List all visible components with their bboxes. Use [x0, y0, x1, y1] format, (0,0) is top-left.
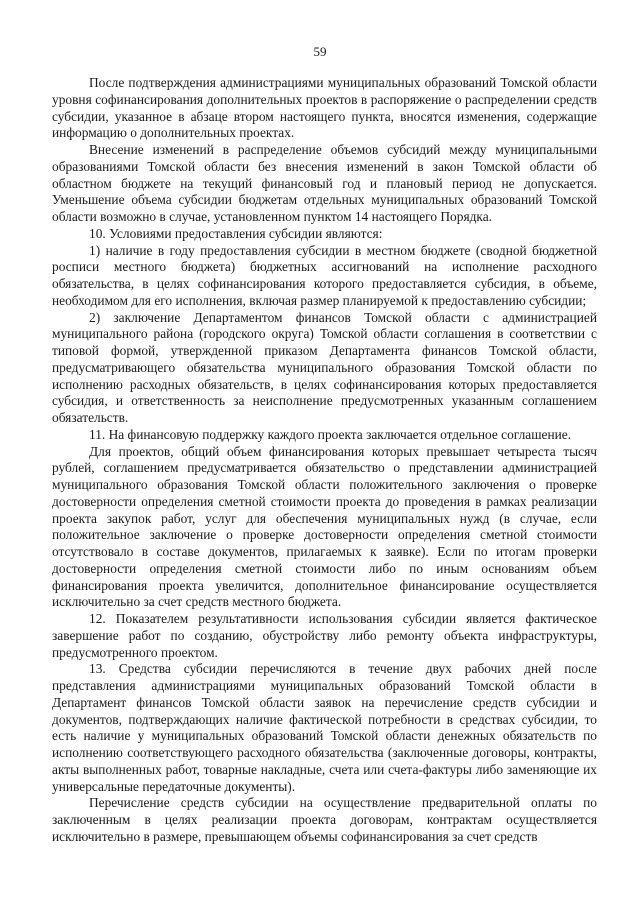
document-body	[52, 75, 597, 846]
paragraph: 10. Условиями предоставления субсидии являются:	[89, 225, 383, 241]
page-number: 59	[313, 44, 327, 59]
paragraph: Перечисление средств субсидии на осуществление предварительной оплаты по заключенным в целях реализации проекта договорам, контрактам осуществляется исключительно в размере, превышающем объемы софинансирования за счет средств	[52, 795, 597, 844]
paragraph: 12. Показателем результативности использования субсидии является фактическое завершение работ по созданию, обустройству либо ремонту объекта инфраструктуры, предусмотренного проектом.	[52, 611, 597, 660]
paragraph: 1) наличие в году предоставления субсидии в местном бюджете (сводной бюджетной росписи местного бюджета) бюджетных ассигнований на исполнение расходного обязательства, в целях софинансирования которого предоставляется субсидия, в объеме, необходимом для его исполнения, включая размер планируемой к предоставлению субсидии;	[52, 242, 597, 308]
paragraph: 2) заключение Департаментом финансов Томской области с администрацией муниципального района (городского округа) Томской области соглашения в соответствии с типовой формой, утвержденной приказом Департамента финансов Томской области, предусматривающего обязательства муниципального образования Томской области по исполнению расходных обязательств, в целях софинансирования которых предоставляется субсидия, и ответственность за неисполнение предусмотренных указанным соглашением обязательств.	[52, 309, 597, 425]
paragraph: 13. Средства субсидии перечисляются в течение двух рабочих дней после представления администрациями муниципальных образований Томской области в Департамент финансов Томской области заявок на перечисление средств субсидии и документов, подтверждающих наличие фактической потребности в средствах субсидии, то есть наличие у муниципальных образований Томской области денежных обязательств по исполнению соответствующего расходного обязательства (заключенные договоры, контракты, акты выполненных работ, товарные накладные, счета или счета-фактуры либо заменяющие их универсальные передаточные документы).	[52, 661, 597, 794]
paragraph: 11. На финансовую поддержку каждого проекта заключается отдельное соглашение.	[89, 426, 572, 442]
paragraph: Для проектов, общий объем финансирования которых превышает четыреста тысяч рублей, соглашением предусматривается обязательство о представлении администрацией муниципального образования Томской области положительного заключения о проверке достоверности определения сметной стоимости проекта до проведения в рамках реализации проекта закупок работ, услуг для обеспечения муниципальных нужд (в случае, если положительное заключение о проверке достоверности определения сметной стоимости отсутствовало в составе документов, прилагаемых к заявке). Если по итогам проверки достоверности определения сметной стоимости либо по иным основаниям объем финансирования проекта увеличится, дополнительное финансирование осуществляется исключительно за счет средств местного бюджета.	[52, 443, 597, 610]
paragraph: Внесение изменений в распределение объемов субсидий между муниципальными образованиями Томской области без внесения изменений в закон Томской области об областном бюджете на текущий финансовый год и плановый период не допускается. Уменьшение объема субсидии бюджетам отдельных муниципальных образований Томской области возможно в случае, установленном пунктом 14 настоящего Порядка.	[52, 142, 597, 224]
paragraph: После подтверждения администрациями муниципальных образований Томской области уровня софинансирования дополнительных проектов в распоряжение о распределении средств субсидии, указанное в абзаце втором настоящего пункта, вносятся изменения, содержащие информацию о дополнительных проектах.	[52, 75, 597, 141]
